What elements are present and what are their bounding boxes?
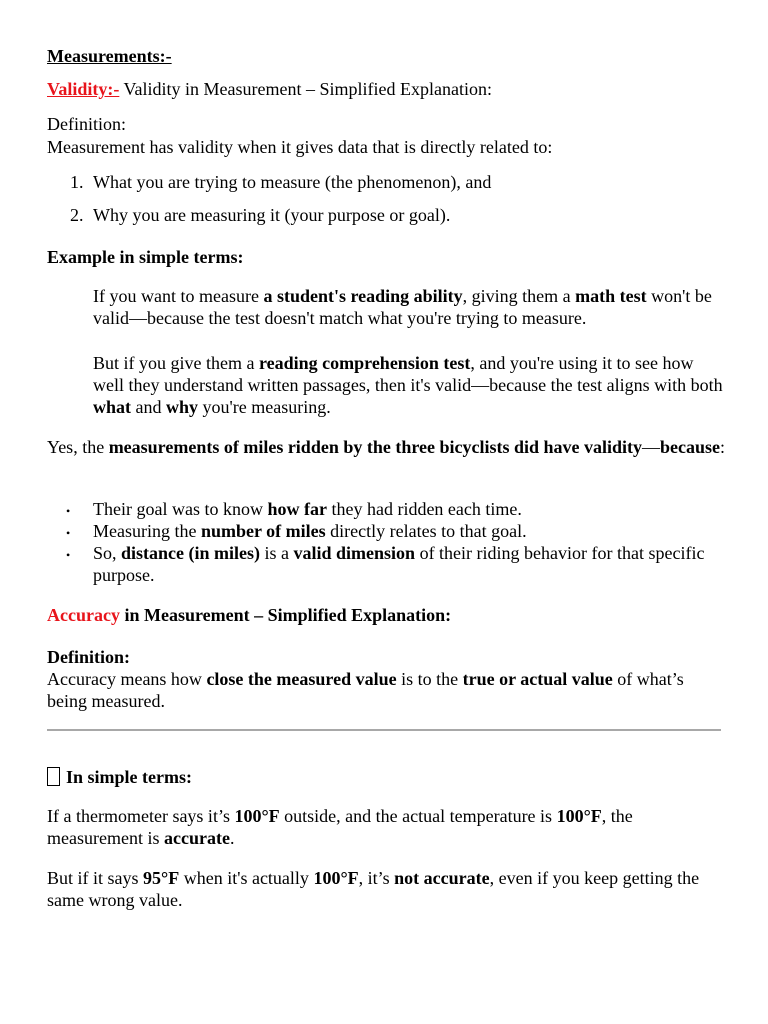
text-run: If you want to measure [93,286,264,306]
example-paragraph-2 [93,352,728,418]
page-title: Measurements:- [47,46,172,66]
bullet-item [93,520,728,542]
bullet-icon: • [66,548,71,562]
text-run: : [720,437,726,457]
example-heading: Example in simple terms: [47,247,244,267]
text-run: , giving them a [462,286,576,306]
simple-terms-label: In simple terms: [66,767,192,787]
text-run: Measuring the [93,521,201,541]
list-number: 1. [70,172,84,192]
missing-glyph-box-icon [47,767,60,786]
text-run: — [642,437,661,457]
text-run-bold: because [660,437,721,457]
text-run: , the measurement is [47,806,633,848]
validity-definition-label: Definition: [47,114,126,134]
text-run: of their riding behavior for that specific purpose. [93,543,705,585]
text-run: is a [260,543,294,563]
text-run: directly relates to that goal. [325,521,527,541]
bullet-icon: • [66,526,71,540]
list-item: What you are trying to measure (the phenomenon), and [93,172,492,192]
text-run: outside, and the actual temperature is [279,806,557,826]
horizontal-divider [47,729,721,731]
accuracy-heading-text: in Measurement – Simplified Explanation: [119,605,452,625]
text-run: , even if you keep getting the same wrong value. [47,868,700,910]
list-number: 2. [70,205,84,225]
simple-terms-heading [47,766,727,788]
validity-heading-text: Validity in Measurement – Simplified Explanation: [119,79,492,99]
text-run-bold: math test [575,286,647,306]
validity-conclusion [47,436,727,458]
text-run: But if you give them a [93,353,259,373]
text-run: won't be valid—because the test doesn't match what you're trying to measure. [93,286,712,328]
text-run-bold: true or actual value [462,669,613,689]
text-run-bold: close the measured value [206,669,397,689]
accuracy-definition-text [47,668,727,712]
text-run-bold: valid dimension [293,543,416,563]
text-run: , it’s [358,868,395,888]
accuracy-label: Accuracy [47,605,120,625]
text-run: So, [93,543,122,563]
text-run: Accuracy means how [47,669,207,689]
text-run: of what’s being measured. [47,669,684,711]
text-run-bold: 100°F [313,868,359,888]
text-run-bold: number of miles [200,521,326,541]
accuracy-paragraph-1 [47,805,727,849]
text-run-bold: measurements of miles ridden by the three bicyclists did have validity [108,437,643,457]
text-run-bold: how far [267,499,327,519]
text-run: But if it says [47,868,144,888]
text-run: , and you're using it to see how well they understand written passages, then it's valid—because the test aligns with both [93,353,723,395]
text-run-bold: 95°F [143,868,180,888]
text-run-bold: 100°F [234,806,280,826]
text-run: If a thermometer says it’s [47,806,235,826]
text-run: . [229,828,235,848]
validity-label: Validity:- [47,79,120,99]
text-run: you're measuring. [198,397,331,417]
validity-definition-text: Measurement has validity when it gives data that is directly related to: [47,137,553,157]
text-run: is to the [396,669,463,689]
bullet-icon: • [66,504,71,518]
list-item: Why you are measuring it (your purpose or goal). [93,205,451,225]
text-run-bold: a student's reading ability [263,286,463,306]
text-run-bold: accurate [163,828,230,848]
example-paragraph-1 [93,285,728,329]
text-run: Yes, the [47,437,109,457]
accuracy-definition-label: Definition: [47,647,130,667]
accuracy-heading [47,604,727,626]
text-run: and [131,397,167,417]
text-run: Their goal was to know [93,499,268,519]
accuracy-paragraph-2 [47,867,727,911]
text-run-bold: why [166,397,199,417]
text-run-bold: 100°F [556,806,602,826]
text-run-bold: reading comprehension test [258,353,471,373]
text-run: they had ridden each time. [326,499,522,519]
text-run: when it's actually [179,868,314,888]
text-run-bold: distance (in miles) [121,543,261,563]
validity-heading [47,78,727,100]
bullet-item [93,542,728,586]
text-run-bold: not accurate [394,868,490,888]
text-run-bold: what [93,397,132,417]
bullet-item [93,498,728,520]
